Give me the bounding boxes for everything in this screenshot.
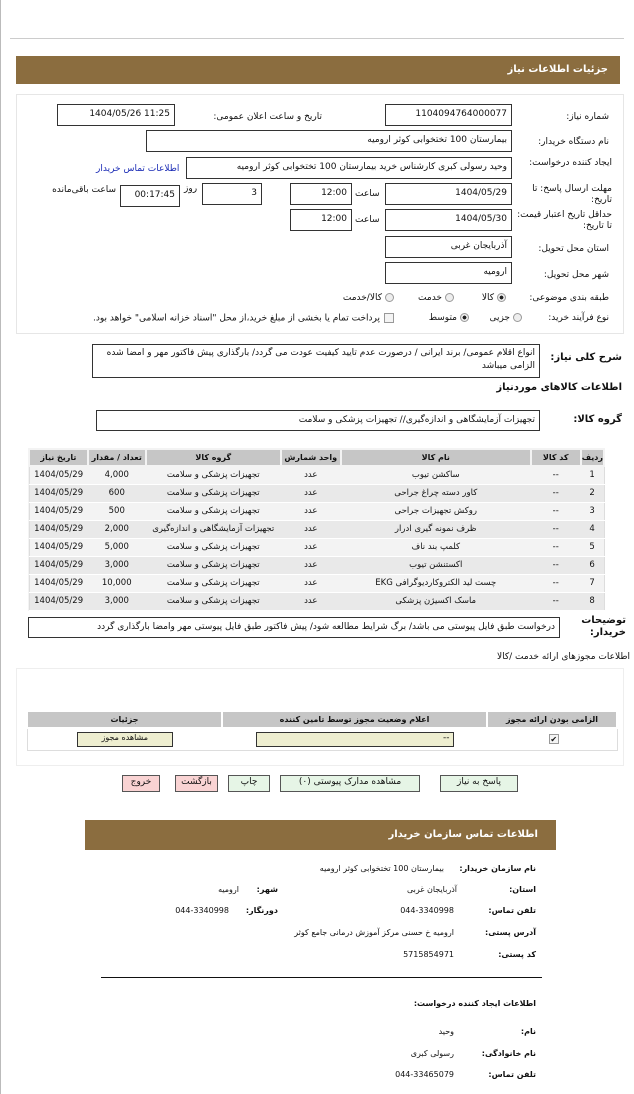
print-button[interactable]: چاپ bbox=[228, 775, 270, 792]
table-cell: تجهیزات پزشکی و سلامت bbox=[146, 574, 281, 592]
process-radio-medium[interactable] bbox=[429, 313, 469, 323]
table-cell: ظرف نمونه گیری ادرار bbox=[341, 520, 531, 538]
table-cell: اکستنشن تیوب bbox=[341, 556, 531, 574]
category-label: طبقه بندی موضوعی: bbox=[529, 293, 609, 303]
table-row bbox=[29, 484, 604, 502]
need-number-field: 1104094764000077 bbox=[385, 104, 512, 126]
permit-status-field: -- bbox=[256, 732, 454, 747]
radio-icon bbox=[460, 313, 469, 322]
table-cell: 4,000 bbox=[88, 466, 146, 484]
buyer-label: نام دستگاه خریدار: bbox=[538, 137, 609, 147]
days-field: 3 bbox=[202, 183, 262, 205]
payment-note: پرداخت تمام یا بخشی از مبلغ خرید،از محل "اسناد خزانه اسلامی" خواهد بود. bbox=[92, 313, 380, 324]
province-label: استان محل تحویل: bbox=[538, 244, 609, 254]
table-cell: 10,000 bbox=[88, 574, 146, 592]
table-cell: تجهیزات پزشکی و سلامت bbox=[146, 502, 281, 520]
table-cell: عدد bbox=[281, 574, 341, 592]
buyer-contact-link[interactable]: اطلاعات تماس خریدار bbox=[96, 164, 180, 174]
exit-button[interactable]: خروج bbox=[122, 775, 160, 792]
table-cell: 1404/05/29 bbox=[29, 484, 88, 502]
table-cell: عدد bbox=[281, 556, 341, 574]
permits-table bbox=[26, 710, 618, 751]
name-label: نام: bbox=[520, 1027, 536, 1036]
col-header: ردیف bbox=[581, 449, 604, 466]
table-cell: 500 bbox=[88, 502, 146, 520]
table-cell: تجهیزات آزمایشگاهی و اندازه‌گیری bbox=[146, 520, 281, 538]
goods-table bbox=[28, 448, 605, 611]
remaining-label: ساعت باقی‌مانده bbox=[52, 185, 116, 195]
buyer-notes-field: درخواست طبق فایل پیوستی می باشد/ برگ شرایط مطالعه شود/ پیش فاکتور طبق فایل پیوستی مهر وامضا بارگذاری گردد bbox=[28, 617, 560, 638]
table-cell: کاور دسته چراغ جراحی bbox=[341, 484, 531, 502]
table-cell: -- bbox=[531, 574, 581, 592]
table-cell: عدد bbox=[281, 592, 341, 610]
creator-field: وحید رسولی کبری کارشناس خرید بیمارستان 100 تختخوابی کوثر ارومیه bbox=[186, 157, 512, 179]
contact-header: اطلاعات تماس سازمان خریدار bbox=[85, 820, 556, 850]
address-value: ارومیه خ حسنی مرکز آموزش درمانی جامع کوثر bbox=[294, 928, 454, 937]
validity-date-field: 1404/05/30 bbox=[385, 209, 512, 231]
org-label: نام سازمان خریدار: bbox=[459, 864, 536, 873]
creator-info-title: اطلاعات ایجاد کننده درخواست: bbox=[413, 999, 536, 1008]
table-cell: 4 bbox=[581, 520, 604, 538]
description-label: شرح کلی نیاز: bbox=[550, 352, 622, 363]
reply-button[interactable]: پاسخ به نیاز bbox=[440, 775, 518, 792]
table-cell: 7 bbox=[581, 574, 604, 592]
creator-label: ایجاد کننده درخواست: bbox=[529, 158, 612, 168]
radio-icon bbox=[385, 293, 394, 302]
table-row bbox=[29, 502, 604, 520]
buyer-notes-label: توضیحات خریدار: bbox=[581, 615, 626, 638]
postal-label: کد پستی: bbox=[498, 950, 536, 959]
table-row bbox=[29, 466, 604, 484]
table-cell: تجهیزات پزشکی و سلامت bbox=[146, 466, 281, 484]
province-label: استان: bbox=[509, 885, 536, 894]
radio-icon bbox=[497, 293, 506, 302]
col-header: تعداد / مقدار bbox=[88, 449, 146, 466]
address-label: آدرس پستی: bbox=[485, 928, 536, 937]
name-value: وحید bbox=[438, 1027, 454, 1036]
deadline-date-field: 1404/05/29 bbox=[385, 183, 512, 205]
col-header: الزامی بودن ارائه مجوز bbox=[487, 711, 617, 728]
province-value: آذربایجان غربی bbox=[406, 885, 457, 894]
table-cell: 1404/05/29 bbox=[29, 592, 88, 610]
category-radio-goods[interactable] bbox=[482, 293, 506, 303]
radio-icon bbox=[445, 293, 454, 302]
divider bbox=[101, 977, 542, 978]
option-label: خدمت bbox=[418, 293, 442, 303]
table-cell: ماسک اکسیژن پزشکی bbox=[341, 592, 531, 610]
table-cell: عدد bbox=[281, 538, 341, 556]
province-field: آذربایجان غربی bbox=[385, 236, 512, 258]
table-cell: -- bbox=[531, 520, 581, 538]
table-cell: 1404/05/29 bbox=[29, 502, 88, 520]
option-label: جزیی bbox=[489, 313, 510, 323]
validity-time-field: 12:00 bbox=[290, 209, 352, 231]
table-cell: عدد bbox=[281, 502, 341, 520]
table-cell: تجهیزات پزشکی و سلامت bbox=[146, 538, 281, 556]
divider bbox=[10, 38, 624, 39]
table-cell: 1404/05/29 bbox=[29, 466, 88, 484]
validity-label: حداقل تاریخ اعتبار قیمت: تا تاریخ: bbox=[517, 210, 612, 231]
table-cell: عدد bbox=[281, 466, 341, 484]
table-cell: 1404/05/29 bbox=[29, 556, 88, 574]
phone-value: 044-3340998 bbox=[400, 906, 454, 915]
creator-phone-label: تلفن تماس: bbox=[488, 1070, 536, 1079]
family-value: رسولی کبری bbox=[410, 1049, 454, 1058]
city-label: شهر: bbox=[256, 885, 278, 894]
city-label: شهر محل تحویل: bbox=[543, 270, 609, 280]
days-label: روز bbox=[184, 184, 198, 194]
table-cell: 2 bbox=[581, 484, 604, 502]
fax-label: دورنگار: bbox=[245, 906, 278, 915]
table-cell: 6 bbox=[581, 556, 604, 574]
col-header: تاریخ نیاز bbox=[29, 449, 88, 466]
table-cell: 3,000 bbox=[88, 556, 146, 574]
required-checkbox[interactable]: ✔ bbox=[550, 735, 558, 744]
table-row bbox=[29, 520, 604, 538]
table-row bbox=[29, 538, 604, 556]
table-cell: -- bbox=[531, 502, 581, 520]
attachments-button[interactable]: مشاهده مدارک پیوستی (۰) bbox=[280, 775, 420, 792]
view-permit-button[interactable]: مشاهده مجوز bbox=[77, 732, 173, 747]
checkbox-icon bbox=[384, 313, 394, 323]
fax-value: 044-3340998 bbox=[175, 906, 229, 915]
col-header: اعلام وضعیت مجوز توسط تامین کننده bbox=[222, 711, 487, 728]
col-header: واحد شمارش bbox=[281, 449, 341, 466]
process-radio-minor[interactable] bbox=[489, 313, 522, 323]
table-cell: -- bbox=[531, 556, 581, 574]
table-cell: تجهیزات پزشکی و سلامت bbox=[146, 484, 281, 502]
table-cell: عدد bbox=[281, 484, 341, 502]
family-label: نام خانوادگی: bbox=[481, 1049, 536, 1058]
col-header: جزئیات bbox=[27, 711, 222, 728]
table-cell: 1404/05/29 bbox=[29, 520, 88, 538]
description-field: انواع اقلام عمومی/ برند ایرانی / درصورت عدم تایید کیفیت عودت می گردد/ بارگذاری پیش فاکتور مهر و امضا شده الزامی میباشد bbox=[92, 344, 540, 378]
postal-value: 5715854971 bbox=[403, 950, 454, 959]
option-label: کالا bbox=[481, 293, 494, 303]
treasury-checkbox[interactable] bbox=[93, 313, 394, 324]
announce-label: تاریخ و ساعت اعلان عمومی: bbox=[213, 112, 322, 122]
goods-group-label: گروه کالا: bbox=[573, 414, 622, 425]
table-cell: تجهیزات پزشکی و سلامت bbox=[146, 556, 281, 574]
table-row bbox=[29, 592, 604, 610]
table-cell: -- bbox=[531, 538, 581, 556]
table-cell: چست لید الکتروکاردیوگرافی EKG bbox=[341, 574, 531, 592]
need-number-label: شماره نیاز: bbox=[566, 112, 609, 122]
col-header: نام کالا bbox=[341, 449, 531, 466]
city-field: ارومیه bbox=[385, 262, 512, 284]
deadline-label: مهلت ارسال پاسخ: تا تاریخ: bbox=[532, 184, 612, 205]
process-label: نوع فرآیند خرید: bbox=[548, 313, 609, 323]
goods-title: اطلاعات کالاهای موردنیاز bbox=[496, 382, 622, 393]
radio-icon bbox=[513, 313, 522, 322]
table-cell: کلمپ بند ناف bbox=[341, 538, 531, 556]
city-value: ارومیه bbox=[218, 885, 239, 894]
org-value: بیمارستان 100 تختخوابی کوثر ارومیه bbox=[319, 864, 444, 873]
table-cell: 600 bbox=[88, 484, 146, 502]
table-cell: -- bbox=[531, 466, 581, 484]
creator-phone-value: 044-33465079 bbox=[395, 1070, 454, 1079]
table-cell: ساکشن تیوب bbox=[341, 466, 531, 484]
page-header: جزئیات اطلاعات نیاز bbox=[16, 56, 620, 84]
table-row bbox=[29, 556, 604, 574]
table-cell: 3,000 bbox=[88, 592, 146, 610]
table-cell: 8 bbox=[581, 592, 604, 610]
announce-field: 1404/05/26 11:25 bbox=[57, 104, 175, 126]
phone-label: تلفن تماس: bbox=[488, 906, 536, 915]
time-label: ساعت bbox=[355, 189, 380, 199]
permits-title: اطلاعات مجوزهای ارائه خدمت /کالا bbox=[496, 652, 630, 662]
table-cell: 1404/05/29 bbox=[29, 538, 88, 556]
table-cell: 5 bbox=[581, 538, 604, 556]
time-label: ساعت bbox=[355, 215, 380, 225]
table-cell: 1404/05/29 bbox=[29, 574, 88, 592]
table-cell: 5,000 bbox=[88, 538, 146, 556]
option-label: متوسط bbox=[428, 313, 457, 323]
table-cell: تجهیزات پزشکی و سلامت bbox=[146, 592, 281, 610]
goods-group-field: تجهیزات آزمایشگاهی و اندازه‌گیری// تجهیزات پزشکی و سلامت bbox=[96, 410, 540, 431]
table-cell: 1 bbox=[581, 466, 604, 484]
back-button[interactable]: بازگشت bbox=[175, 775, 218, 792]
deadline-time-field: 12:00 bbox=[290, 183, 352, 205]
table-cell: 3 bbox=[581, 502, 604, 520]
buyer-field: بیمارستان 100 تختخوابی کوثر ارومیه bbox=[146, 130, 512, 152]
table-cell: 2,000 bbox=[88, 520, 146, 538]
table-cell: -- bbox=[531, 484, 581, 502]
option-label: کالا/خدمت bbox=[342, 293, 382, 303]
table-cell: روکش تجهیزات جراحی bbox=[341, 502, 531, 520]
col-header: گروه کالا bbox=[146, 449, 281, 466]
category-radio-both[interactable] bbox=[343, 293, 394, 303]
category-radio-service[interactable] bbox=[418, 293, 454, 303]
table-cell: عدد bbox=[281, 520, 341, 538]
remaining-field: 00:17:45 bbox=[120, 185, 180, 207]
table-cell: -- bbox=[531, 592, 581, 610]
col-header: کد کالا bbox=[531, 449, 581, 466]
table-row bbox=[29, 574, 604, 592]
